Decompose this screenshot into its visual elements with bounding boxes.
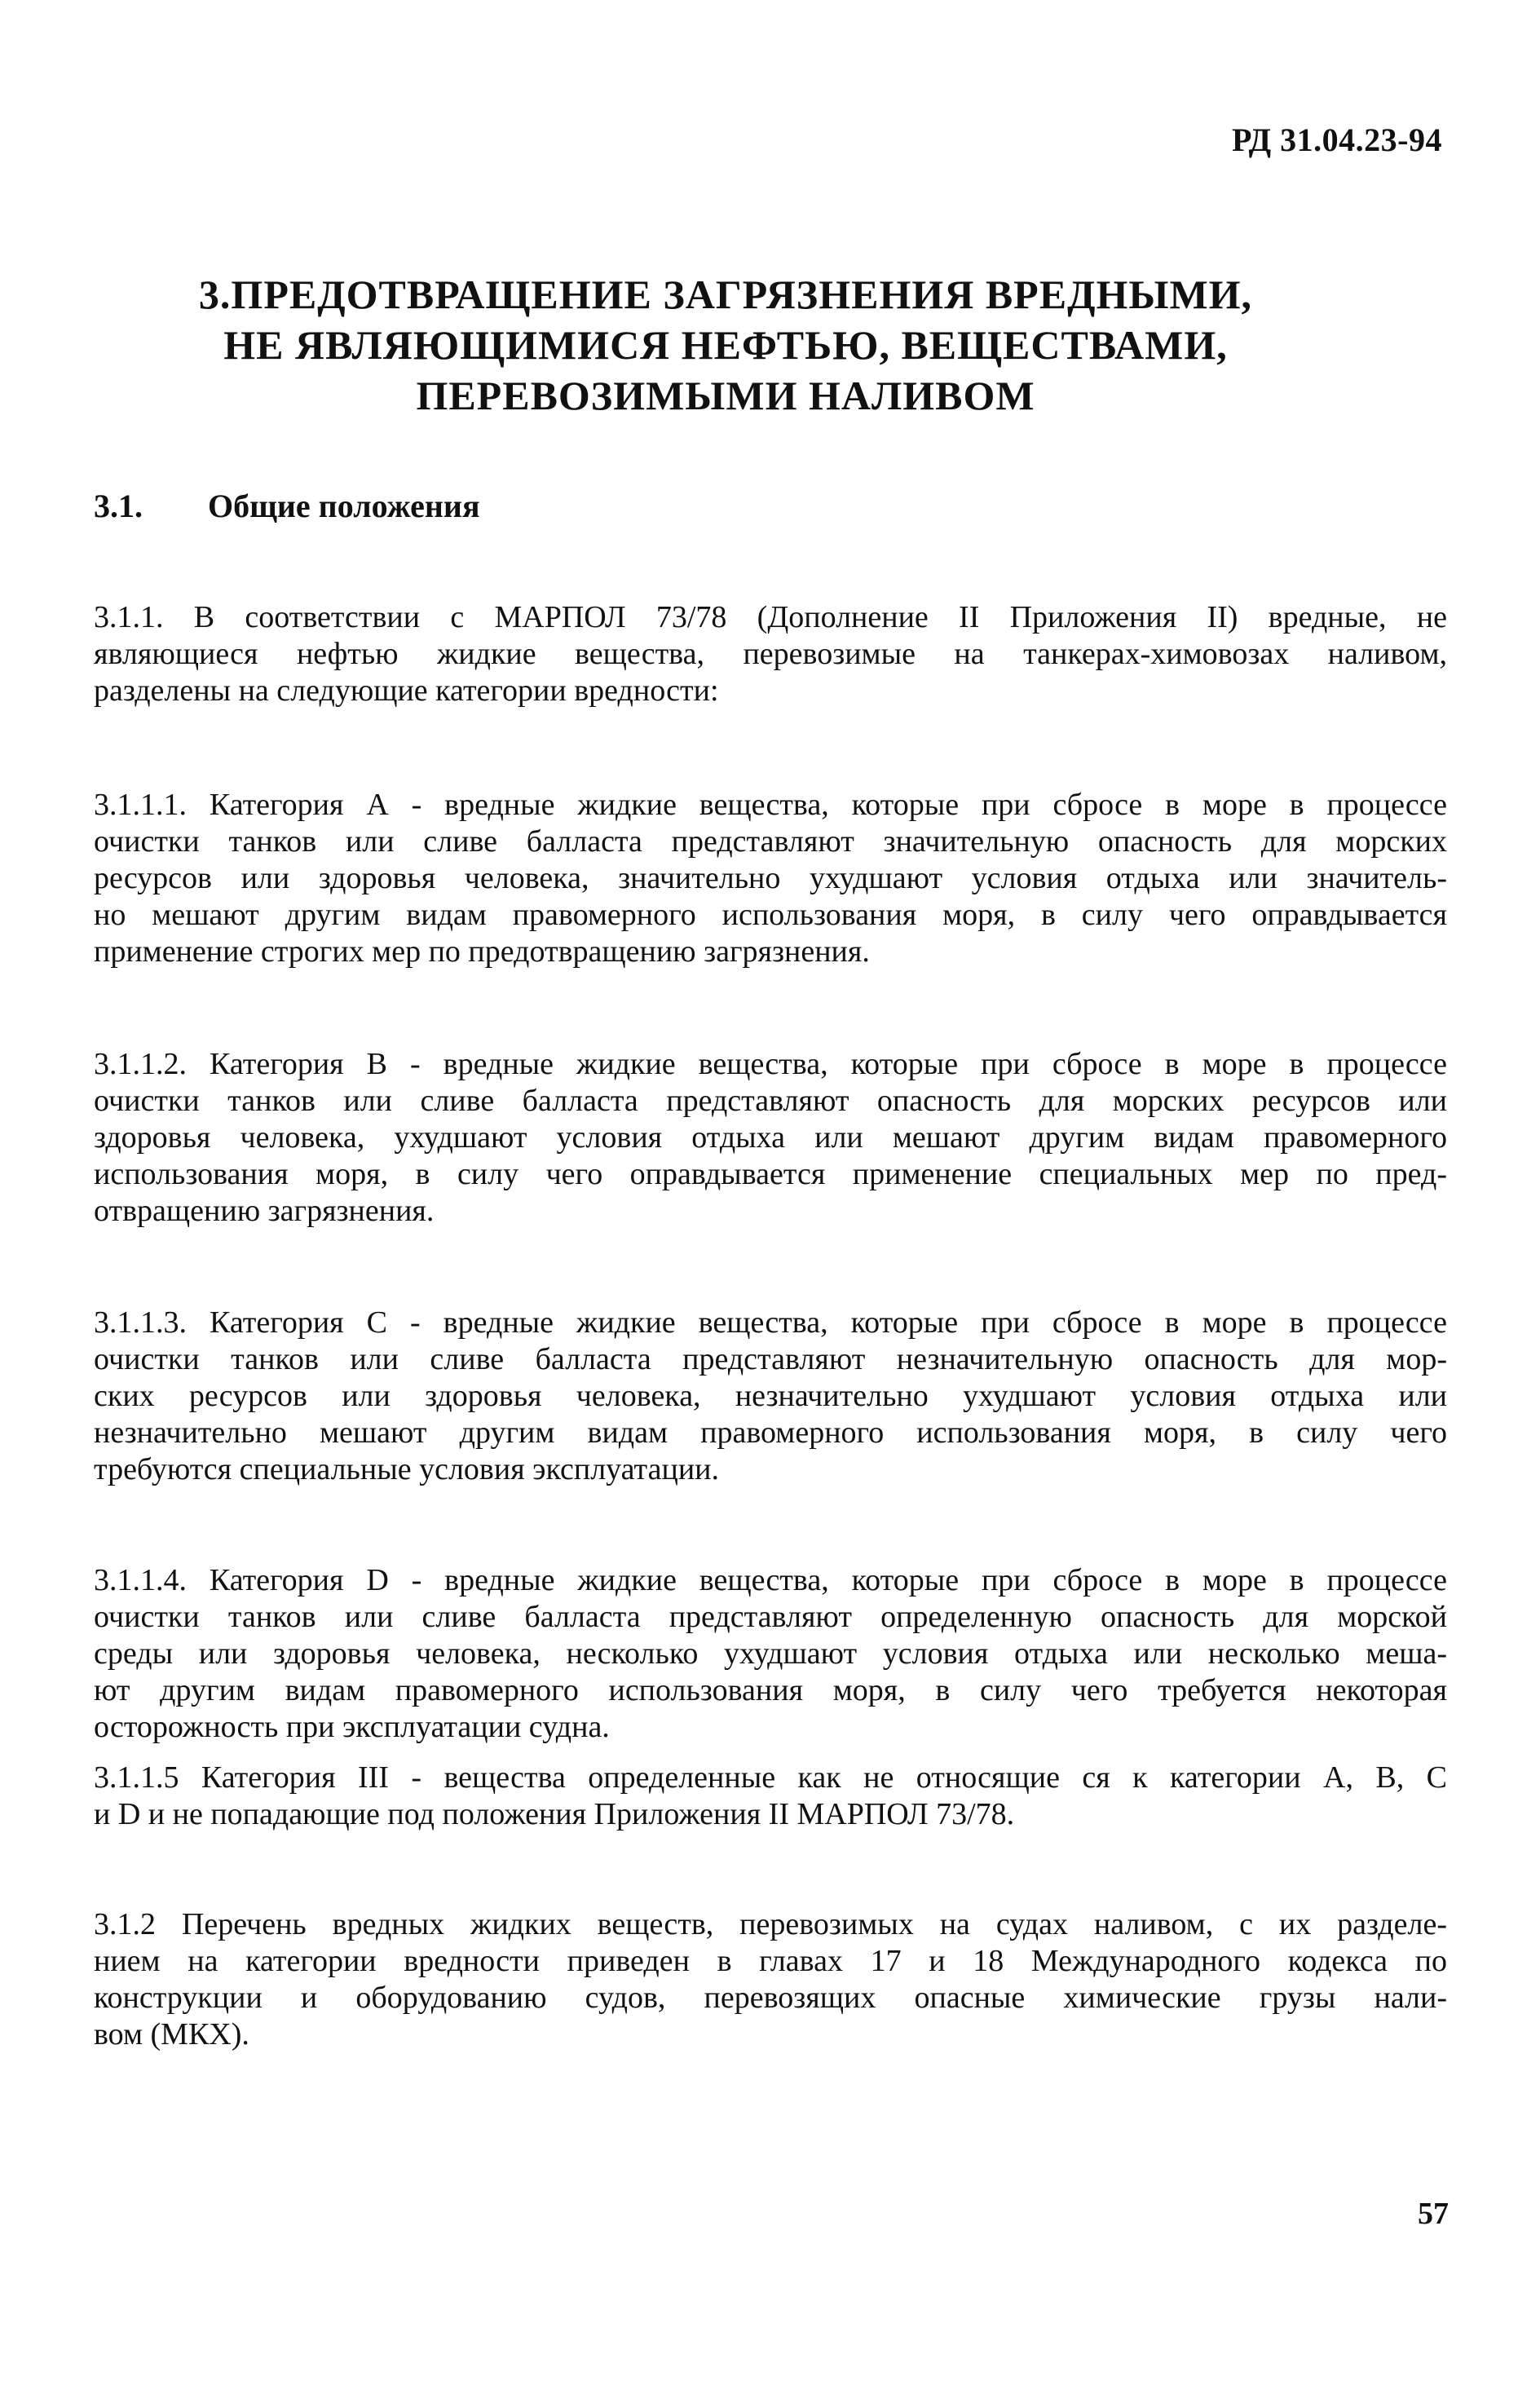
- subsection-heading: [94, 487, 480, 525]
- paragraph-line: конструкции и оборудованию судов, перевозящих опасные химические грузы нали-: [94, 1981, 1447, 2015]
- paragraph-line: отвращению загрязнения.: [94, 1194, 435, 1228]
- paragraph-line: очистки танков или сливе балласта представляют опасность для морских ресурсов или: [94, 1084, 1447, 1118]
- paragraph-line: требуются специальные условия эксплуатации.: [94, 1452, 719, 1486]
- paragraph-line: 3.1.1. В соответствии с МАРПОЛ 73/78 (Дополнение II Приложения II) вредные, не: [94, 600, 1447, 634]
- paragraph-3-1-1: [94, 599, 1447, 709]
- section-title: [82, 269, 1370, 421]
- paragraph-line: 3.1.1.5 Категория III - вещества определенные как не относящие ся к категории А, В, С: [94, 1760, 1447, 1795]
- document-code: РД 31.04.23-94: [1232, 121, 1442, 158]
- paragraph-line: но мешают другим видам правомерного использования моря, в силу чего оправдывается: [94, 898, 1447, 932]
- paragraph-line: очистки танков или сливе балласта представляют незначительную опасность для мор-: [94, 1342, 1447, 1376]
- paragraph-line: использования моря, в силу чего оправдывается применение специальных мер по пред-: [94, 1157, 1447, 1191]
- paragraph-3-1-1-2: [94, 1046, 1447, 1230]
- section-title-line: ПЕРЕВОЗИМЫМИ НАЛИВОМ: [416, 373, 1035, 418]
- paragraph-line: очистки танков или сливе балласта представляют значительную опасность для морских: [94, 824, 1447, 859]
- paragraph-line: 3.1.2 Перечень вредных жидких веществ, перевозимых на судах наливом, с их разделе-: [94, 1907, 1447, 1941]
- paragraph-line: здоровья человека, ухудшают условия отдыха или мешают другим видам правомерного: [94, 1120, 1447, 1155]
- paragraph-line: 3.1.1.4. Категория D - вредные жидкие вещества, которые при сбросе в море в процессе: [94, 1563, 1447, 1597]
- paragraph-line: 3.1.1.3. Категория С - вредные жидкие вещества, которые при сбросе в море в процессе: [94, 1305, 1447, 1340]
- section-title-line: НЕ ЯВЛЯЮЩИМИСЯ НЕФТЬЮ, ВЕЩЕСТВАМИ,: [223, 322, 1228, 368]
- paragraph-line: нием на категории вредности приведен в главах 17 и 18 Международного кодекса по: [94, 1944, 1447, 1978]
- paragraph-line: разделены на следующие категории вредности:: [94, 674, 719, 708]
- paragraph-line: вом (МКХ).: [94, 2017, 249, 2051]
- paragraph-line: применение строгих мер по предотвращению загрязнения.: [94, 934, 870, 969]
- paragraph-line: ют другим видам правомерного использования моря, в силу чего требуется некоторая: [94, 1673, 1447, 1707]
- paragraph-line: незначительно мешают другим видам правомерного использования моря, в силу чего: [94, 1415, 1447, 1450]
- paragraph-line: ресурсов или здоровья человека, значительно ухудшают условия отдыха или значитель-: [94, 861, 1447, 895]
- paragraph-line: осторожность при эксплуатации судна.: [94, 1710, 610, 1744]
- paragraph-3-1-1-1: [94, 787, 1447, 970]
- paragraph-line: ских ресурсов или здоровья человека, незначительно ухудшают условия отдыха или: [94, 1379, 1447, 1413]
- paragraph-line: являющиеся нефтью жидкие вещества, перевозимые на танкерах-химовозах наливом,: [94, 637, 1447, 671]
- section-title-line: 3.ПРЕДОТВРАЩЕНИЕ ЗАГРЯЗНЕНИЯ ВРЕДНЫМИ,: [198, 272, 1253, 317]
- paragraph-line: среды или здоровья человека, несколько ухудшают условия отдыха или несколько меша-: [94, 1636, 1447, 1671]
- subsection-number: 3.1.: [94, 488, 143, 524]
- page-number: 57: [1418, 2197, 1449, 2231]
- paragraph-3-1-2: [94, 1906, 1447, 2053]
- subsection-title: Общие положения: [208, 488, 480, 524]
- paragraph-3-1-1-3: [94, 1305, 1447, 1488]
- paragraph-3-1-1-5: [94, 1760, 1447, 1833]
- paragraph-3-1-1-4: [94, 1562, 1447, 1746]
- paragraph-line: и D и не попадающие под положения Приложения II МАРПОЛ 73/78.: [94, 1797, 1015, 1831]
- paragraph-line: 3.1.1.2. Категория В - вредные жидкие вещества, которые при сбросе в море в процессе: [94, 1047, 1447, 1081]
- paragraph-line: 3.1.1.1. Категория А - вредные жидкие вещества, которые при сбросе в море в процессе: [94, 788, 1447, 822]
- paragraph-line: очистки танков или сливе балласта представляют определенную опасность для морской: [94, 1600, 1447, 1634]
